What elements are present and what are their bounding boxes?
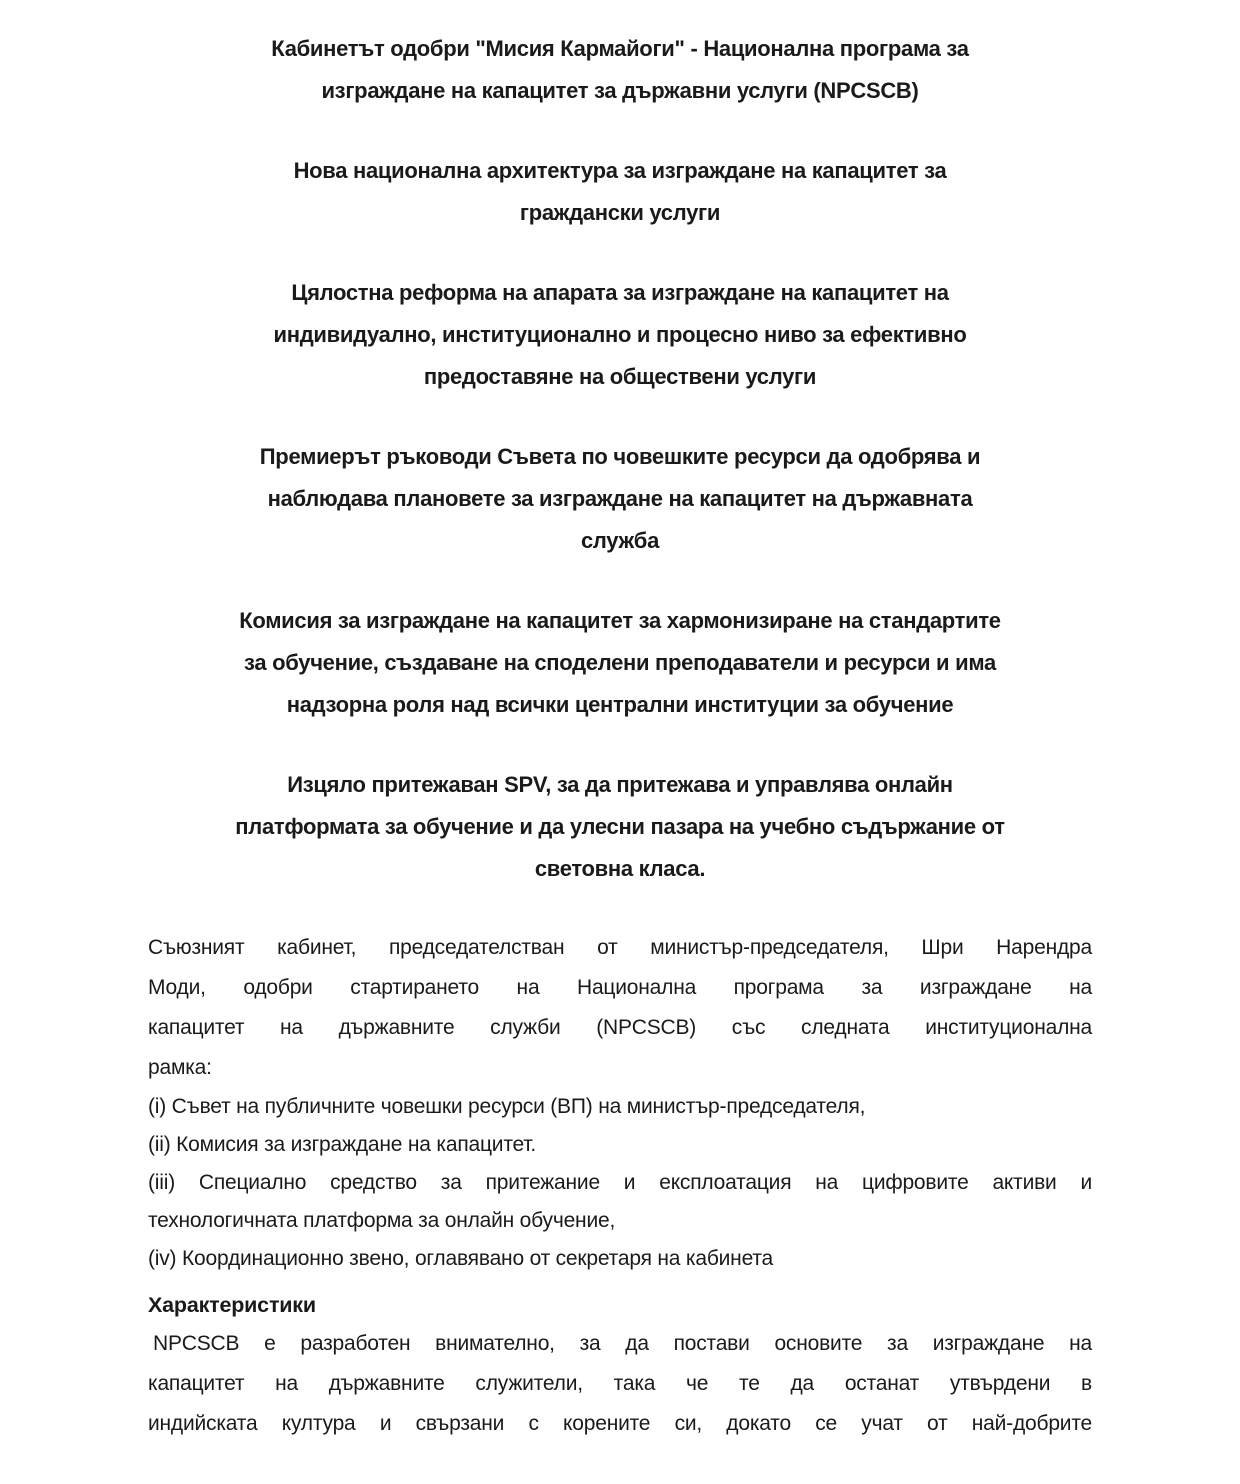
heading-line: Нова национална архитектура за изграждане на капацитет за	[293, 158, 947, 183]
heading-line: световна класа.	[534, 856, 706, 881]
intro-paragraph	[148, 928, 1092, 1088]
features-paragraph	[148, 1324, 1092, 1444]
paragraph-line: рамка:	[148, 1056, 212, 1079]
document-title	[148, 28, 1092, 112]
heading-line: за обучение, създаване на споделени преподаватели и ресурси и има	[244, 650, 996, 675]
heading-line: платформата за обучение и да улесни пазара на учебно съдържание от	[235, 814, 1005, 839]
list-item-line: (i) Съвет на публичните човешки ресурси (ВП) на министър-председателя,	[148, 1095, 866, 1118]
heading-line: Изцяло притежаван SPV, за да притежава и управлява онлайн	[287, 772, 953, 797]
paragraph-line: NPCSCB е разработен внимателно, за да постави основите за изграждане на	[153, 1332, 1092, 1355]
paragraph-line: капацитет на държавните служби (NPCSCB) със следната институционална	[148, 1016, 1092, 1039]
heading-line: служба	[580, 528, 660, 553]
heading-line: изграждане на капацитет за държавни услуги (NPCSCB)	[321, 78, 919, 103]
paragraph-line: Моди, одобри стартирането на Национална програма за изграждане на	[148, 976, 1092, 999]
subheading-architecture	[148, 150, 1092, 234]
list-item	[148, 1164, 1092, 1240]
list-item-line: технологичната платформа за онлайн обучение,	[148, 1209, 616, 1232]
subheading-commission	[148, 600, 1092, 726]
heading-line: Комисия за изграждане на капацитет за хармонизиране на стандартите	[239, 608, 1001, 633]
heading-line: индивидуално, институционално и процесно ниво за ефективно	[273, 322, 967, 347]
list-item-line: (iv) Координационно звено, оглавявано от секретаря на кабинета	[148, 1247, 774, 1270]
subheading-reform	[148, 272, 1092, 398]
subheading-spv	[148, 764, 1092, 890]
heading-line: наблюдава плановете за изграждане на капацитет на държавната	[267, 486, 973, 511]
list-item	[148, 1088, 1092, 1126]
heading-line: граждански услуги	[519, 200, 721, 225]
framework-list	[148, 1088, 1092, 1278]
heading-line: Премиерът ръководи Съвета по човешките ресурси да одобрява и	[259, 444, 981, 469]
list-item	[148, 1126, 1092, 1164]
heading-line: надзорна роля над всички централни институции за обучение	[286, 692, 954, 717]
paragraph-line: капацитет на държавните служители, така че те да останат утвърдени в	[148, 1372, 1092, 1395]
heading-line: предоставяне на обществени услуги	[423, 364, 817, 389]
paragraph-line: Съюзният кабинет, председателстван от министър-председателя, Шри Нарендра	[148, 936, 1092, 959]
heading-line: Цялостна реформа на апарата за изграждане на капацитет на	[291, 280, 949, 305]
features-section-heading: Характеристики	[148, 1293, 316, 1317]
subheading-pm-council	[148, 436, 1092, 562]
list-item-line: (iii) Специално средство за притежание и експлоатация на цифровите активи и	[148, 1171, 1092, 1194]
heading-line: Кабинетът одобри "Мисия Кармайоги" - Национална програма за	[271, 36, 969, 61]
list-item	[148, 1240, 1092, 1278]
list-item-line: (ii) Комисия за изграждане на капацитет.	[148, 1133, 537, 1156]
paragraph-line: индийската култура и свързани с корените си, докато се учат от най-добрите	[148, 1412, 1092, 1435]
